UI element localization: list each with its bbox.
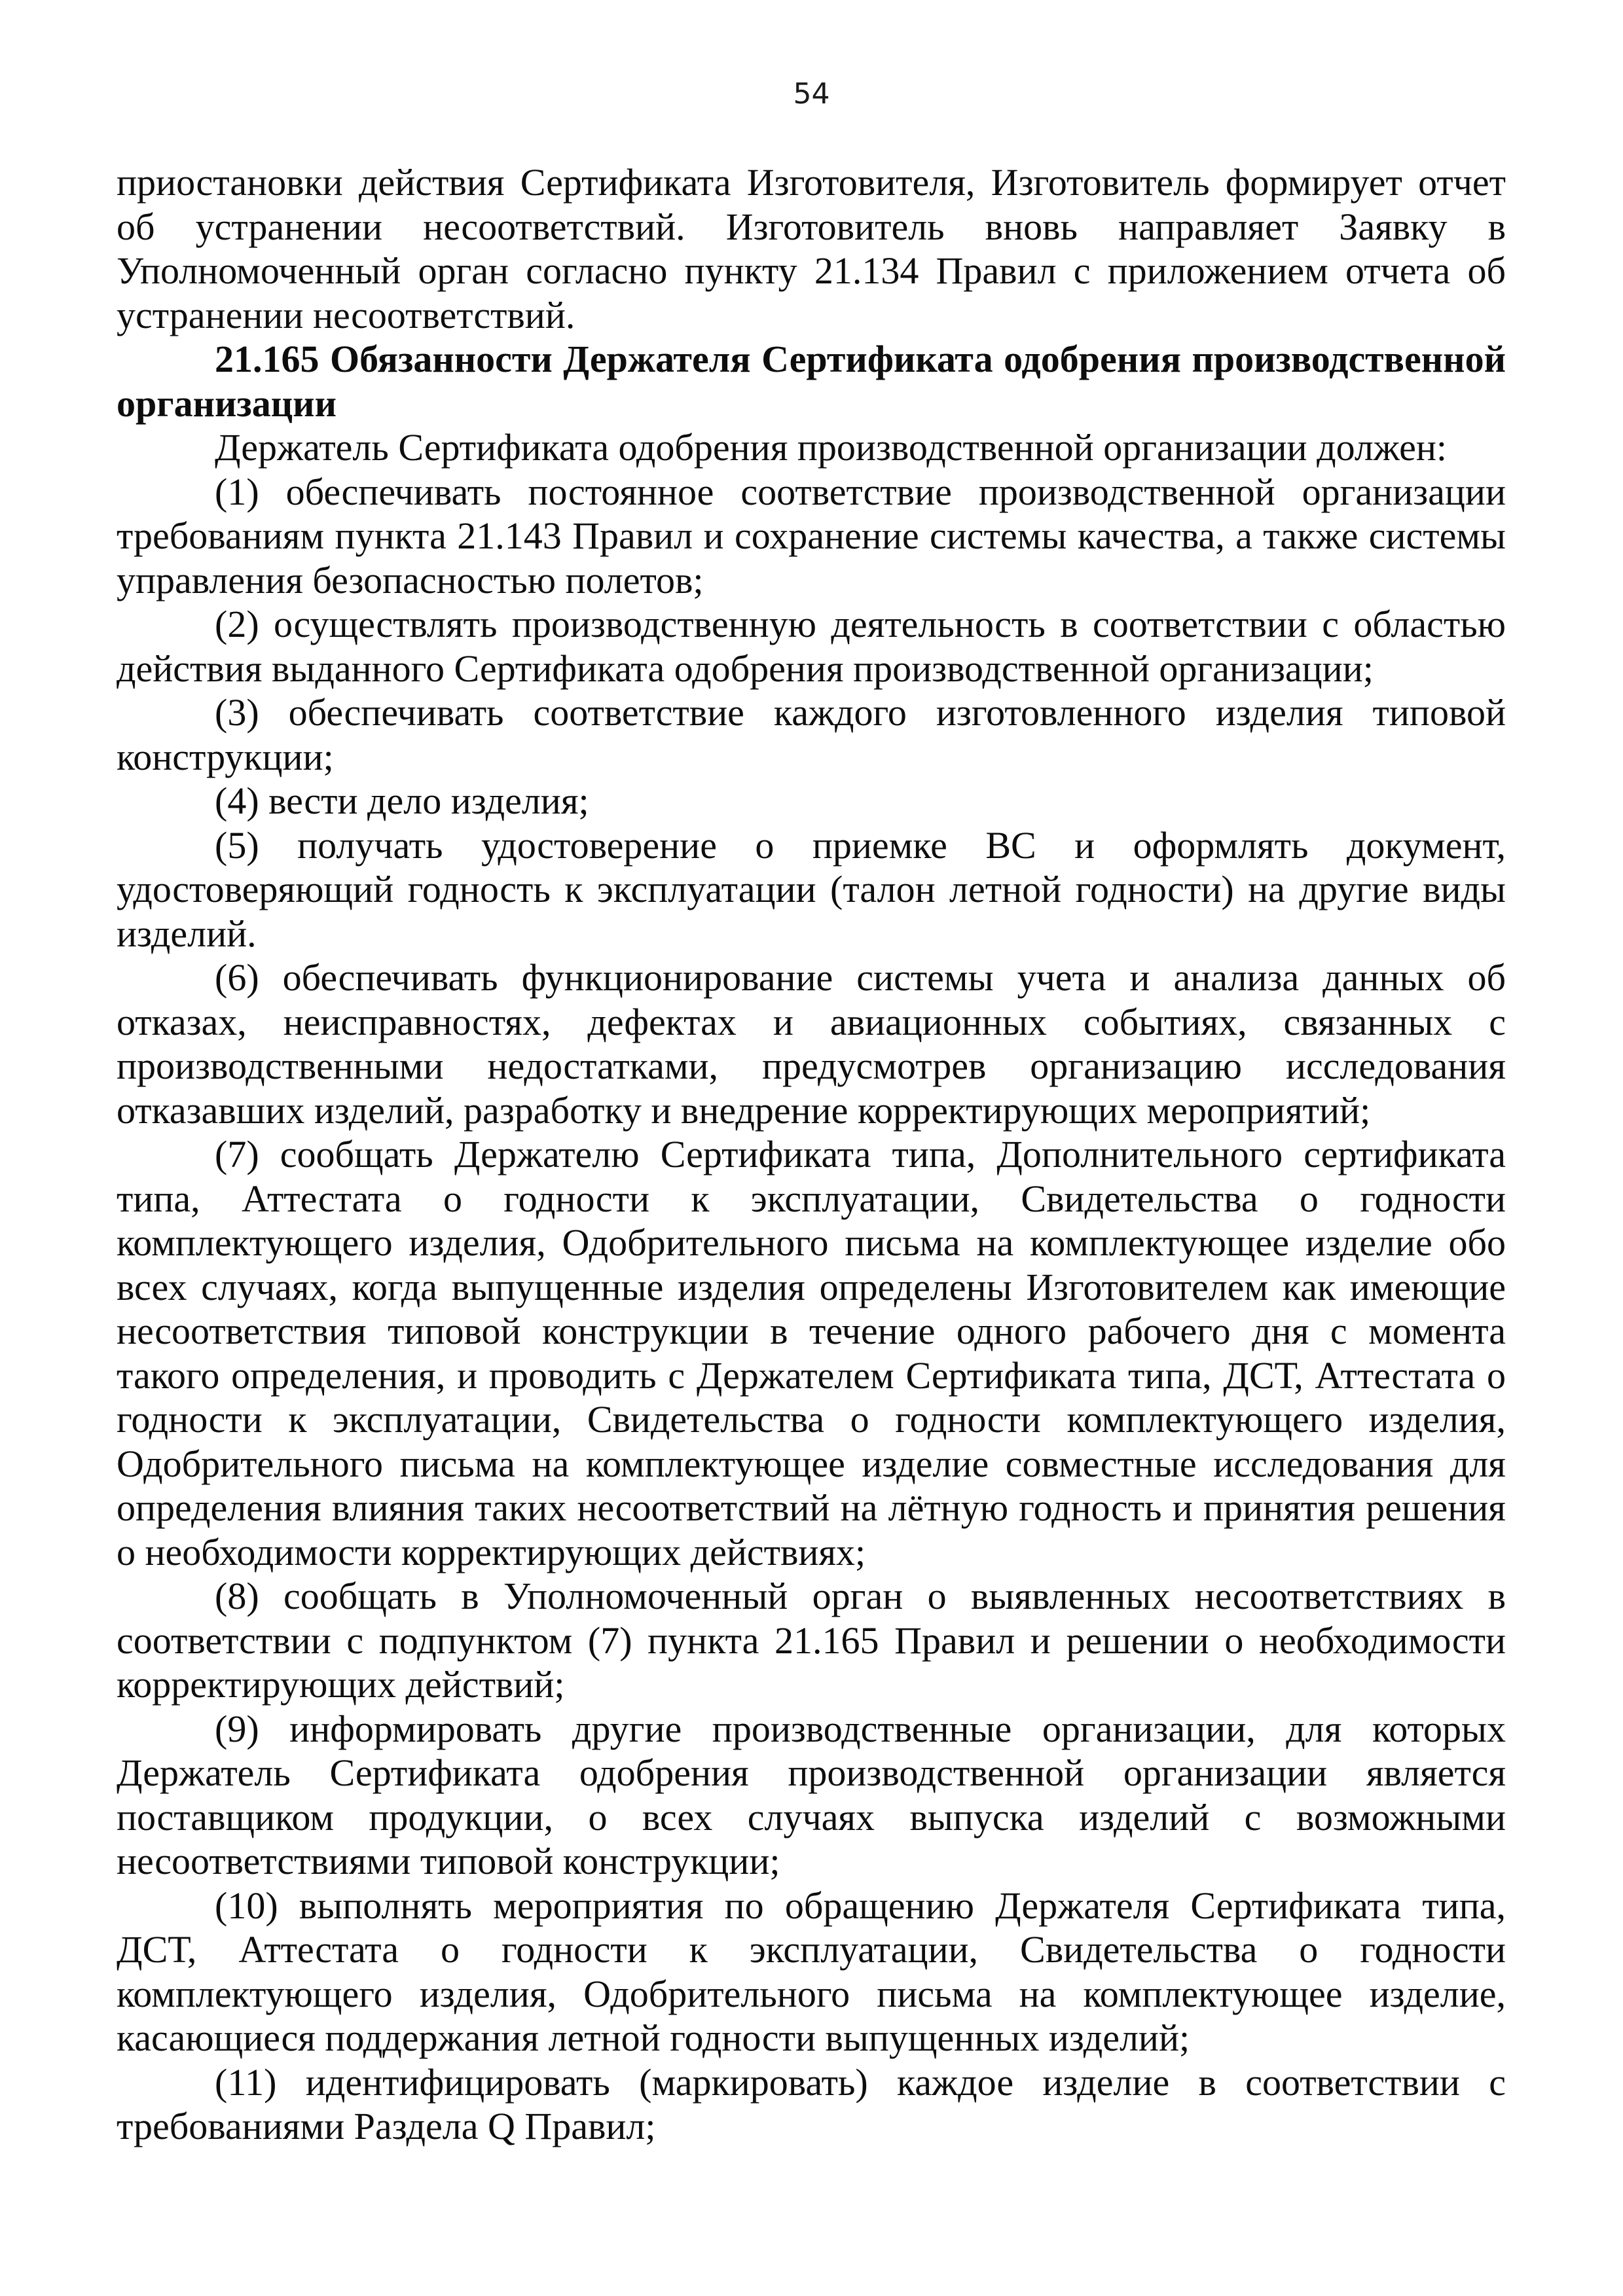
list-item-2: (2) осуществлять производственную деятельность в соответствии с областью действия выданного Сертификата одобрения производственной организации;	[117, 603, 1506, 690]
list-item-11: (11) идентифицировать (маркировать) каждое изделие в соответствии с требованиями Раздела Q Правил;	[117, 2060, 1506, 2147]
continuation-paragraph: приостановки действия Сертификата Изготовителя, Изготовитель формирует отчет об устранении несоответствий. Изготовитель вновь направляет Заявку в Уполномоченный орган согласно пункту 21.134 Правил с приложением отчета об устранении несоответствий.	[117, 161, 1506, 336]
list-item-1: (1) обеспечивать постоянное соответствие производственной организации требованиям пункта 21.143 Правил и сохранение системы качества, а также системы управления безопасностью полетов;	[117, 470, 1506, 601]
page-content	[117, 160, 1506, 2149]
list-item-8: (8) сообщать в Уполномоченный орган о выявленных несоответствиях в соответствии с подпунктом (7) пункта 21.165 Правил и решении о необходимости корректирующих действий;	[117, 1575, 1506, 1706]
section-heading: 21.165 Обязанности Держателя Сертификата одобрения производственной организации	[117, 338, 1506, 425]
list-item-5: (5) получать удостоверение о приемке ВС и оформлять документ, удостоверяющий годность к эксплуатации (талон летной годности) на другие виды изделий.	[117, 823, 1506, 955]
list-item-7: (7) сообщать Держателю Сертификата типа, Дополнительного сертификата типа, Аттестата о годности к эксплуатации, Свидетельства о годности комплектующего изделия, Одобрительного письма на комплектующее изделие обо всех случаях, когда выпущенные изделия определены Изготовителем как имеющие несоответствия типовой конструкции в течение одного рабочего дня с момента такого определения, и проводить с Держателем Сертификата типа, ДСТ, Аттестата о годности к эксплуатации, Свидетельства о годности комплектующего изделия, Одобрительного письма на комплектующее изделие совместные исследования для определения влияния таких несоответствий на лётную годность и принятия решения о необходимости корректирующих действиях;	[117, 1133, 1506, 1573]
list-item-4: (4) вести дело изделия;	[215, 780, 589, 822]
list-item-3: (3) обеспечивать соответствие каждого изготовленного изделия типовой конструкции;	[117, 691, 1506, 778]
list-item-10: (10) выполнять мероприятия по обращению Держателя Сертификата типа, ДСТ, Аттестата о годности к эксплуатации, Свидетельства о годности комплектующего изделия, Одобрительного письма на комплектующее изделие, касающиеся поддержания летной годности выпущенных изделий;	[117, 1884, 1506, 2059]
page-number: 54	[793, 77, 830, 111]
list-item-6: (6) обеспечивать функционирование системы учета и анализа данных об отказах, неисправностях, дефектах и авиационных событиях, связанных с производственными недостатками, предусмотрев организацию исследования отказавших изделий, разработку и внедрение корректирующих мероприятий;	[117, 956, 1506, 1132]
list-item-9: (9) информировать другие производственные организации, для которых Держатель Сертификата одобрения производственной организации является поставщиком продукции, о всех случаях выпуска изделий с возможными несоответствиями типовой конструкции;	[117, 1707, 1506, 1882]
intro-paragraph: Держатель Сертификата одобрения производственной организации должен:	[215, 426, 1447, 469]
